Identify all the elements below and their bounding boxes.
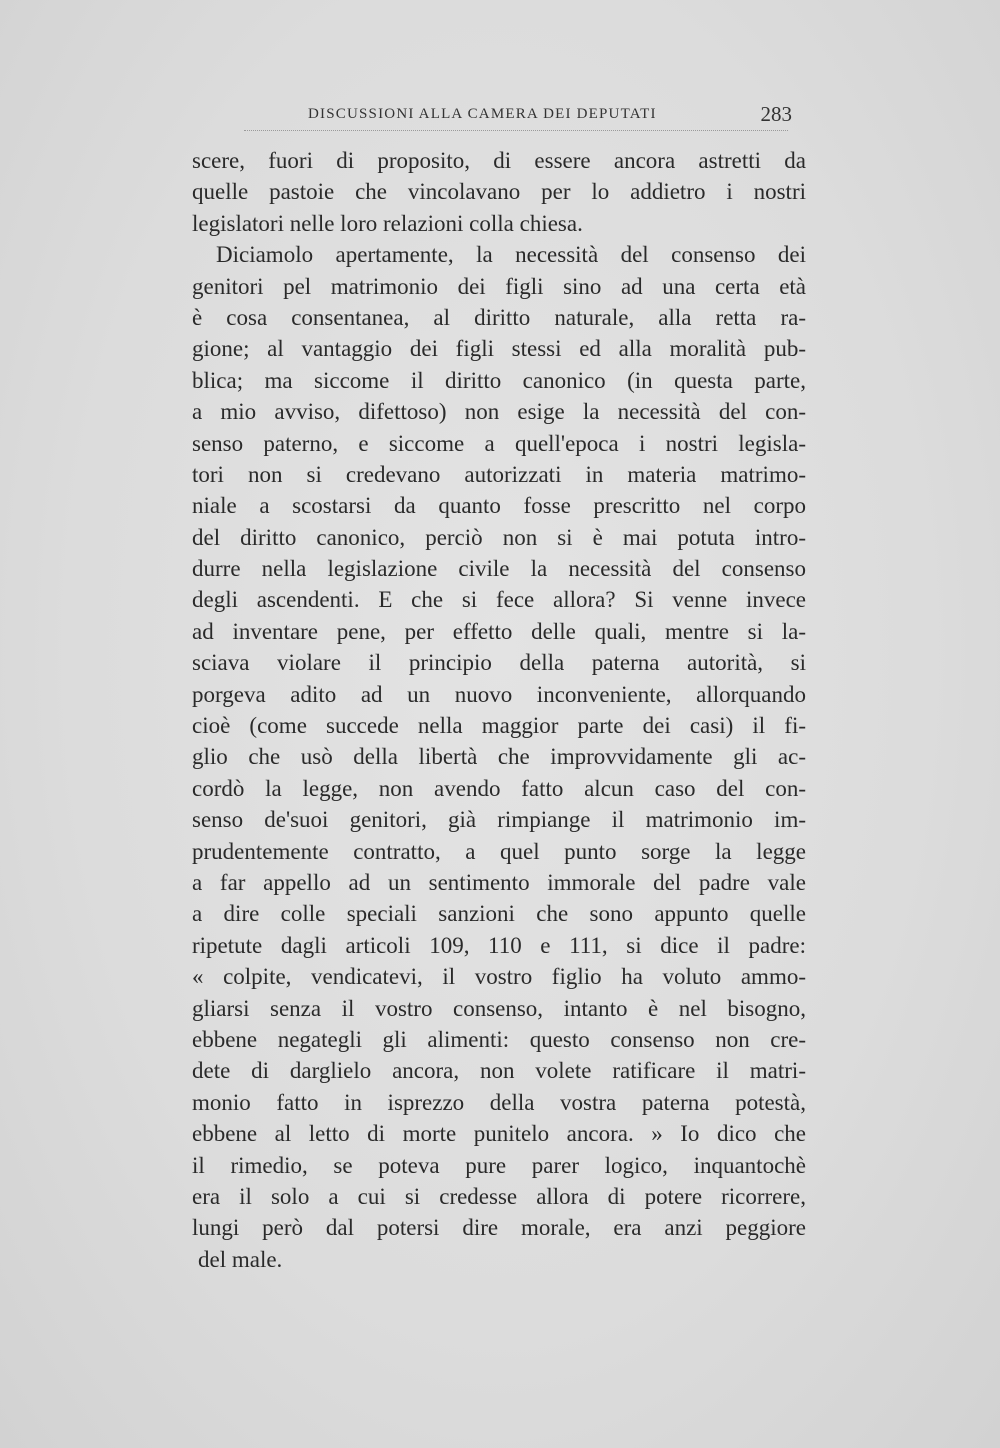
text-line: Diciamolo apertamente, la necessità del consenso dei <box>216 242 806 268</box>
text-line: quelle pastoie che vincolavano per lo addietro i nostri <box>192 179 806 205</box>
text-line: sciava violare il principio della paterna autorità, si <box>192 650 806 676</box>
text-line: del diritto canonico, perciò non si è mai potuta intro- <box>192 524 806 550</box>
body-text <box>192 145 806 1275</box>
text-line: gliarsi senza il vostro consenso, intanto è nel bisogno, <box>192 995 806 1021</box>
text-line: glio che usò della libertà che improvvidamente gli ac- <box>192 744 806 770</box>
text-line: il rimedio, se poteva pure parer logico, inquantochè <box>192 1152 806 1178</box>
text-line: cioè (come succede nella maggior parte dei casi) il fi- <box>192 713 806 739</box>
text-line: dete di darglielo ancora, non volete ratificare il matri- <box>192 1058 806 1084</box>
text-line: genitori pel matrimonio dei figli sino ad una certa età <box>192 273 806 299</box>
text-line: niale a scostarsi da quanto fosse prescritto nel corpo <box>192 493 806 519</box>
text-line: lungi però dal potersi dire morale, era anzi peggiore <box>192 1215 806 1241</box>
text-line: era il solo a cui si credesse allora di potere ricorrere, <box>192 1183 806 1209</box>
text-line: a mio avviso, difettoso) non esige la necessità del con- <box>192 399 806 425</box>
text-line: monio fatto in isprezzo della vostra paterna potestà, <box>192 1089 806 1115</box>
text-line: senso de'suoi genitori, già rimpiange il matrimonio im- <box>192 807 806 833</box>
text-line: tori non si credevano autorizzati in materia matrimo- <box>192 461 806 487</box>
text-line: porgeva adito ad un nuovo inconveniente, allorquando <box>192 681 806 707</box>
text-line: ripetute dagli articoli 109, 110 e 111, si dice il padre: <box>192 932 806 958</box>
text-line: scere, fuori di proposito, di essere ancora astretti da <box>192 148 806 173</box>
text-line: blica; ma siccome il diritto canonico (in questa parte, <box>192 367 806 393</box>
text-line: cordò la legge, non avendo fatto alcun caso del con- <box>192 775 806 801</box>
text-line: ebbene al letto di morte punitelo ancora. » Io dico che <box>192 1121 806 1147</box>
text-line: a far appello ad un sentimento immorale del padre vale <box>192 869 806 895</box>
header-rule <box>244 130 788 131</box>
text-line: legislatori nelle loro relazioni colla chiesa. <box>192 210 583 236</box>
text-line: del male. <box>198 1246 283 1272</box>
running-title: DISCUSSIONI ALLA CAMERA DEI DEPUTATI <box>308 106 657 122</box>
running-head <box>190 104 796 134</box>
text-line: gione; al vantaggio dei figli stessi ed alla moralità pub- <box>192 336 806 362</box>
text-line: prudentemente contratto, a quel punto sorge la legge <box>192 838 806 864</box>
text-line: durre nella legislazione civile la necessità del consenso <box>192 556 806 582</box>
text-line: « colpite, vendicatevi, il vostro figlio ha voluto ammo- <box>192 964 806 990</box>
text-line: ad inventare pene, per effetto delle quali, mentre si la- <box>192 618 806 644</box>
text-line: è cosa consentanea, al diritto naturale, alla retta ra- <box>192 304 806 330</box>
page-number: 283 <box>760 102 792 126</box>
text-line: a dire colle speciali sanzioni che sono appunto quelle <box>192 901 806 927</box>
text-line: ebbene negategli gli alimenti: questo consenso non cre- <box>192 1026 806 1052</box>
text-line: degli ascendenti. E che si fece allora? Si venne invece <box>192 587 806 613</box>
text-line: senso paterno, e siccome a quell'epoca i nostri legisla- <box>192 430 806 456</box>
